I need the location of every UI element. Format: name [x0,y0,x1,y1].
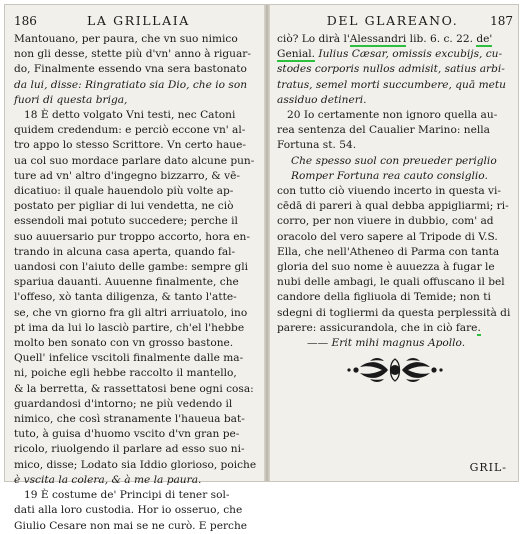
text-line: ture ad vn' altro d'ingegno bizzarro, & vē- [14,169,240,182]
text-line: gloria del suo nome è auuezza à fugar le [277,261,495,274]
text-line: 18 È detto volgato Vni testi, nec Catoni [24,109,236,122]
book-spread [4,4,519,532]
right-running-head: DEL GLAREANO. [326,13,459,28]
text-line: 20 Io certamente non ignoro quella au- [287,109,498,122]
text-line: da lui, disse: Ringratiato sia Dio, che io son [14,78,248,91]
text-line: sdegni di togliermi da questa perplessità di [277,306,511,319]
text-line-latin: tratus, semel morti succumbere, quā metu [277,78,506,91]
text-line: Giulio Cesare non mai se ne curò. E perche [14,519,248,532]
text-line: nubi delle ambagi, le quali offuscano il bel [277,276,505,289]
text-line-latin: stodes corporis nullos admisit, satius arbi- [277,63,505,76]
text-line: Mantouano, per paura, che vn suo nimico [14,33,238,45]
right-page-number: 187 [490,14,513,28]
highlighted-author: Alessandri [349,33,407,45]
fleuron-icon [340,355,450,385]
catchword: GRIL- [469,460,507,474]
verse-line: Romper Fortuna rea cauto consiglio. [291,169,488,182]
right-page [277,13,513,477]
text-line: candore della figliuola di Temide; non ti [277,291,491,304]
text-line: tro appo lo stesso Scrittore. Vn certo haue- [14,139,246,152]
text-line: guardandosi d'intorno; ne più vedendo il [14,397,233,410]
text-line: ricolo, riuolgendo il parlare ad esso suo ni- [14,443,245,456]
fleuron-ornament [277,355,513,385]
left-page-header [14,13,258,30]
text-line: do, Finalmente essendo vna sera bastonato [14,63,247,76]
text-line: & la berretta, & rassettatosi bene ogni cosa: [14,382,254,395]
text-line: con tutto ciò viuendo incerto in questa vi- [277,185,501,198]
text-line: uandosi con l'aiuto delle gambe: sempre gli [14,261,249,274]
right-page-header [277,13,513,30]
highlighted-word: de' [476,33,493,45]
verse-line: Che spesso suol con preueder periglio [291,154,497,167]
highlighted-title: Genial. [277,48,316,61]
text-line: nimico, che così stranamente l'haueua bat- [14,413,245,426]
text-segment: ciò? Lo dirà l' [277,33,350,45]
text-line: oracolo del vero sapere al Tripode di V.S. [277,230,498,243]
text-line-highlight [277,321,513,336]
text-line: dicatiuo: il quale hauendolo più volte ap- [14,185,234,198]
text-line: quidem credendum: e perciò eccone vn' al- [14,124,246,137]
text-line: trando in alcuna casa aperta, quando fal- [14,245,236,258]
highlighted-period: . [477,321,481,334]
text-line: Ella, che nell'Atheneo di Parma con tanta [277,245,500,258]
text-segment: Iulius Cæsar, omissis excubijs, cu- [315,48,503,61]
text-line-latin: assiduo detineri. [277,93,367,106]
book-gutter [264,5,270,481]
text-segment: parere: assicurandola, che in ciò fare [277,321,478,334]
text-line: postato per pigliar di lui vendetta, ne ciò [14,200,234,213]
text-line-citation [277,32,513,47]
text-line: corro, per non viuere in dubbio, com' ad [277,215,494,228]
text-line: dati alla loro custodia. Hor io osseruo, che [14,504,243,517]
text-line: Quell' infelice vscitoli finalmente dalle ma- [14,352,244,365]
text-line: mico, disse; Lodato sia Iddio glorioso, poiche [14,458,257,471]
closing-quote: —— Erit mihi magnus Apollo. [307,337,466,350]
text-line: 19 È costume de' Principi di tener sol- [24,489,230,502]
text-line: non gli desse, stette più d'vn' anno à riguar- [14,48,251,61]
right-page-text [277,32,513,351]
text-line: ua col suo mordace parlare dato alcune pun- [14,154,255,167]
left-page-text [14,32,258,534]
text-line: rea sentenza del Caualier Marino: nella [277,124,490,137]
left-running-head: LA GRILLAIA [87,13,190,28]
left-page-number: 186 [14,14,37,28]
text-line: è vscita la colera, & à me la paura. [14,473,202,486]
text-line: tuto, à guisa d'huomo vscito d'vn gran pe- [14,428,240,441]
text-line: pt ima da lui lo lasciò partire, ch'el l'hebbe [14,321,245,334]
text-line: fuori di questa briga, [14,93,128,106]
text-line: Fortuna st. 54. [277,139,357,152]
text-segment: lib. 6. c. 22. [406,33,477,45]
text-line: cēdā di pareri à qual debba appigliarmi; ri- [277,200,509,213]
text-line: molto ben sonato con vn grosso bastone. [14,337,234,350]
left-page [14,13,258,532]
text-line: essendoli mai potuto succedere; perche il [14,215,238,228]
text-line: l'offeso, xò tanta diligenza, & tanto l'atte- [14,291,237,304]
text-line: se, che vn giorno fra gli altri arriuatolo, ino [14,306,248,319]
text-line: spariua dauanti. Auuenne finalmente, che [14,276,239,289]
text-line: suo auuersario pur troppo accorto, hora en- [14,230,250,243]
text-line-latin [277,47,513,62]
text-line: ni, poiche egli hebbe raccolto il mantello, [14,367,237,380]
